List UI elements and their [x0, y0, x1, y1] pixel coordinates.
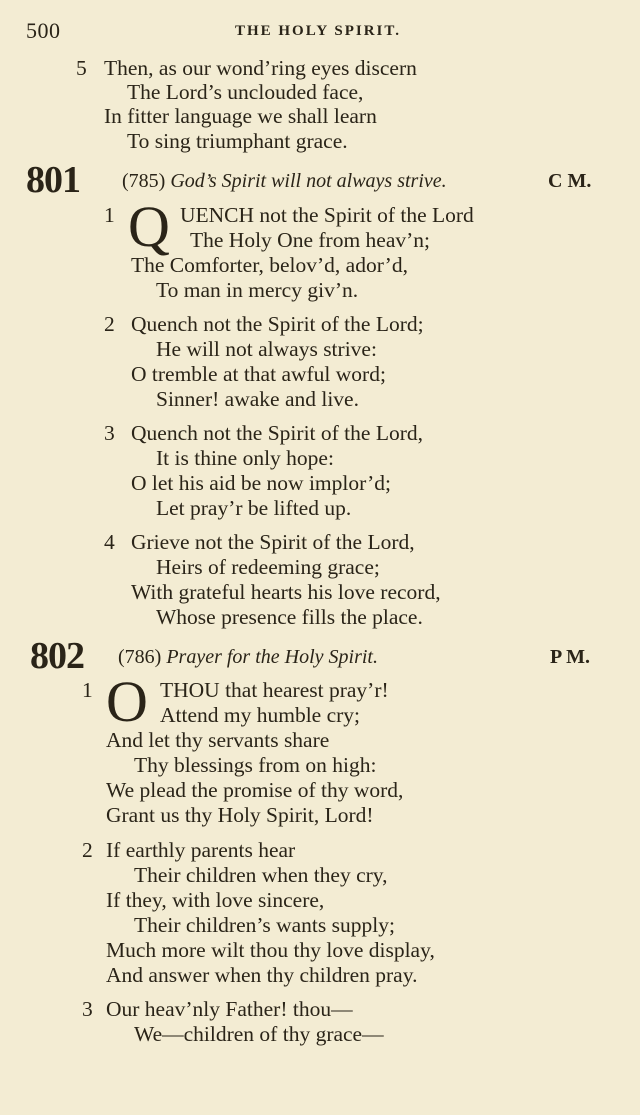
verse-line: And answer when thy children pray. — [106, 963, 418, 987]
running-title: THE HOLY SPIRIT. — [234, 23, 402, 39]
verse-line: If they, with love sincere, — [106, 888, 325, 912]
stanza-number: 2 — [82, 838, 93, 862]
stanza-number: 1 — [82, 678, 93, 702]
verse-line: Heirs of redeeming grace; — [156, 555, 380, 579]
stanza-number: 1 — [104, 203, 115, 227]
verse-line: With grateful hearts his love record, — [131, 580, 441, 604]
verse-line: To sing triumphant grace. — [127, 129, 348, 153]
verse-line: We—children of thy grace— — [134, 1022, 384, 1046]
hymn-heading — [118, 645, 378, 669]
verse-line: It is thine only hope: — [156, 446, 334, 470]
alt-hymn-number: (785) — [122, 170, 166, 192]
verse-line: Thy blessings from on high: — [134, 753, 377, 777]
hymn-meter: C M. — [548, 170, 592, 192]
verse-line: O tremble at that awful word; — [131, 362, 386, 386]
verse-line: Our heav’nly Father! thou— — [106, 997, 353, 1021]
verse-line: Sinner! awake and live. — [156, 387, 359, 411]
page-header — [26, 18, 610, 44]
hymn-number: 801 — [26, 159, 80, 201]
drop-cap: Q — [128, 194, 170, 259]
verse-line: Quench not the Spirit of the Lord, — [131, 421, 423, 445]
hymn-heading — [122, 169, 447, 193]
verse-line: Their children when they cry, — [134, 863, 388, 887]
verse-line: And let thy servants share — [106, 728, 330, 752]
verse-line: Let pray’r be lifted up. — [156, 496, 352, 520]
alt-hymn-number: (786) — [118, 646, 162, 668]
hymn-number: 802 — [30, 635, 84, 677]
verse-line: Their children’s wants supply; — [134, 913, 395, 937]
verse-line: If earthly parents hear — [106, 838, 296, 862]
verse-line: Attend my humble cry; — [160, 703, 361, 727]
verse-line: Grieve not the Spirit of the Lord, — [131, 530, 415, 554]
verse-line: UENCH not the Spirit of the Lord — [180, 203, 474, 227]
verse-line: The Holy One from heav’n; — [190, 228, 431, 252]
verse-line: Then, as our wond’ring eyes discern — [104, 56, 417, 80]
verse-line: The Lord’s unclouded face, — [127, 80, 364, 104]
verse-line: Much more wilt thou thy love display, — [106, 938, 435, 962]
verse-line: We plead the promise of thy word, — [106, 778, 404, 802]
verse-line: THOU that hearest pray’r! — [160, 678, 389, 702]
verse-line: In fitter language we shall learn — [104, 104, 377, 128]
verse-line: The Comforter, belov’d, ador’d, — [131, 253, 408, 277]
verse-line: He will not always strive: — [156, 337, 377, 361]
drop-cap: O — [106, 669, 148, 734]
stanza-number: 2 — [104, 312, 115, 336]
verse-line: O let his aid be now implor’d; — [131, 471, 391, 495]
verse-line: To man in mercy giv’n. — [156, 278, 359, 302]
stanza-number: 4 — [104, 530, 115, 554]
stanza-number: 3 — [104, 421, 115, 445]
hymn-title: Prayer for the Holy Spirit. — [166, 646, 378, 668]
stanza-number: 3 — [82, 997, 93, 1021]
verse-line: Whose presence fills the place. — [156, 605, 423, 629]
verse-line: Grant us thy Holy Spirit, Lord! — [106, 803, 374, 827]
hymn-title: God’s Spirit will not always strive. — [170, 170, 447, 192]
verse-line: Quench not the Spirit of the Lord; — [131, 312, 424, 336]
stanza-number: 5 — [76, 56, 87, 80]
hymn-meter: P M. — [550, 646, 590, 668]
page-number: 500 — [26, 18, 61, 43]
